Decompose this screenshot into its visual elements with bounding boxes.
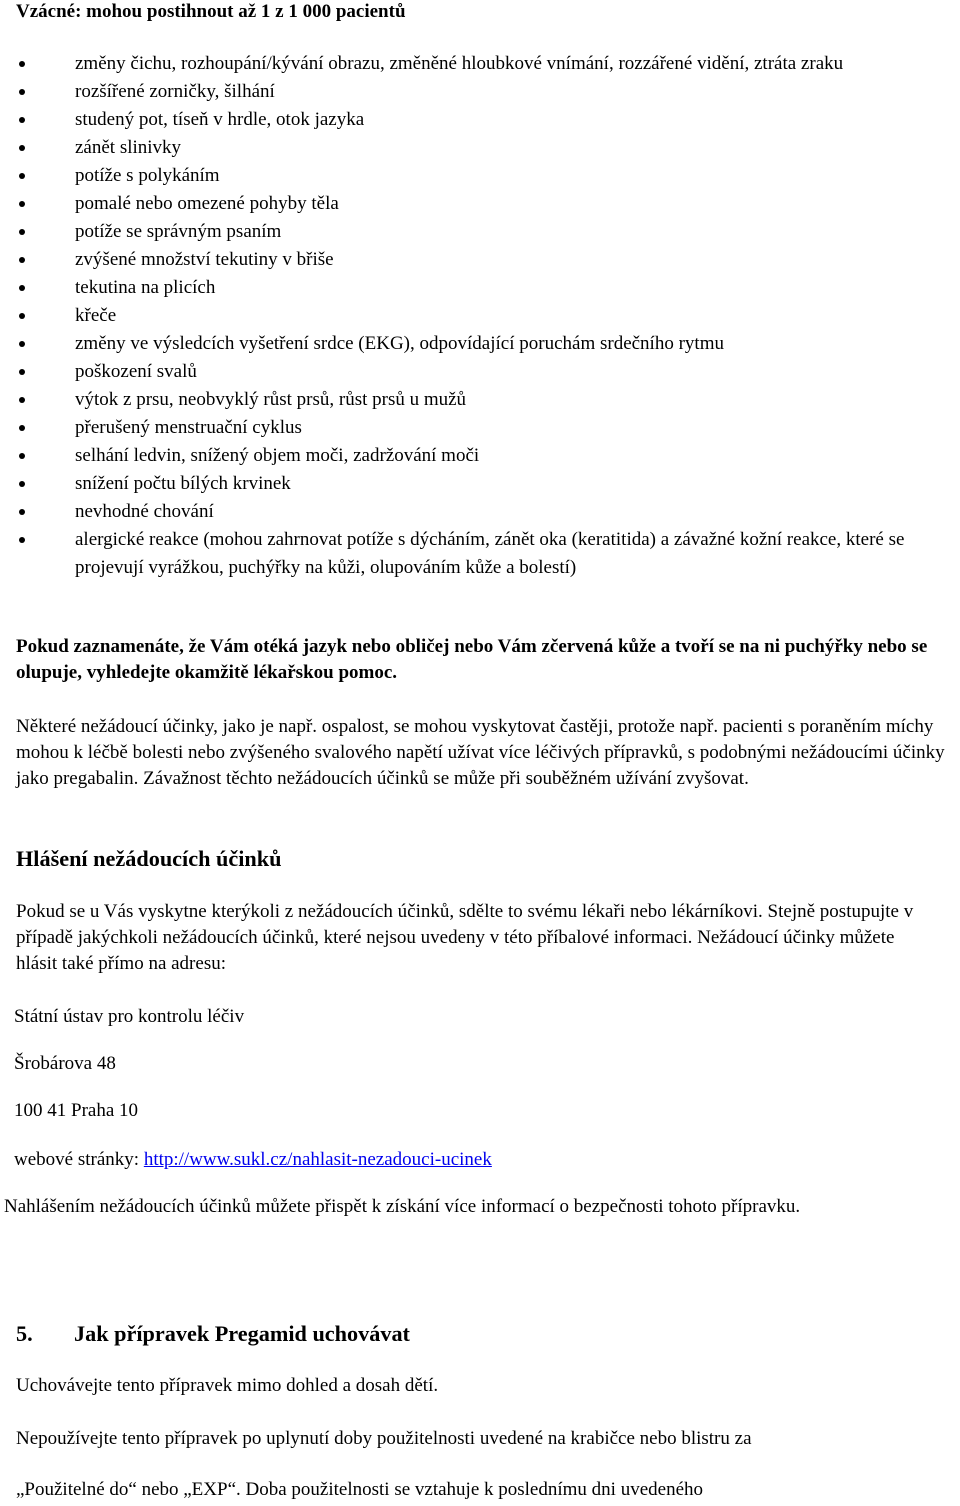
bullet-icon: [19, 117, 25, 123]
list-item: [0, 162, 948, 190]
list-item-text: křeče: [75, 305, 117, 326]
list-item-text: selhání ledvin, snížený objem moči, zadržování moči: [75, 445, 480, 466]
reporting-city: 100 41 Praha 10: [14, 1100, 139, 1121]
bullet-icon: [19, 61, 25, 67]
bullet-icon: [19, 229, 25, 235]
bullet-icon: [19, 89, 25, 95]
storage-section-title: Jak přípravek Pregamid uchovávat: [74, 1321, 410, 1346]
bullet-icon: [19, 537, 25, 543]
list-item: [0, 246, 948, 274]
list-item-text: poškození svalů: [75, 361, 197, 382]
list-item-text: výtok z prsu, neobvyklý růst prsů, růst prsů u mužů: [75, 389, 467, 410]
list-item-text: rozšířené zorničky, šilhání: [75, 81, 275, 102]
bullet-icon: [19, 285, 25, 291]
list-item: [0, 106, 948, 134]
reporting-street: Šrobárova 48: [14, 1053, 116, 1074]
list-item-text: pomalé nebo omezené pohyby těla: [75, 193, 339, 214]
list-item: [0, 470, 948, 498]
website-label: webové stránky:: [14, 1149, 144, 1170]
storage-paragraph-1: Uchovávejte tento přípravek mimo dohled a dosah dětí.: [16, 1375, 439, 1396]
reporting-institution: Státní ústav pro kontrolu léčiv: [14, 1006, 245, 1027]
storage-paragraph-3: „Použitelné do“ nebo „EXP“. Doba použitelnosti se vztahuje k poslednímu dni uvedeného: [16, 1479, 703, 1500]
bullet-icon: [19, 173, 25, 179]
bullet-icon: [19, 369, 25, 375]
section-number: 5.: [16, 1321, 33, 1346]
list-item-text: potíže se správným psaním: [75, 221, 282, 242]
list-item-text: zánět slinivky: [75, 137, 182, 158]
list-item: [0, 414, 948, 442]
list-item: [0, 190, 948, 218]
storage-section-heading: [16, 1321, 410, 1347]
list-item: [0, 218, 948, 246]
reporting-website-link[interactable]: http://www.sukl.cz/nahlasit-nezadouci-ucinek: [143, 1149, 492, 1170]
bullet-icon: [19, 145, 25, 151]
bullet-icon: [19, 425, 25, 431]
bullet-icon: [19, 481, 25, 487]
bullet-icon: [19, 313, 25, 319]
list-item: [0, 134, 948, 162]
bullet-icon: [19, 397, 25, 403]
bullet-icon: [19, 453, 25, 459]
list-item-text: zvýšené množství tekutiny v břiše: [75, 249, 334, 270]
list-item: [0, 498, 948, 526]
list-item: [0, 526, 948, 582]
list-item-text: tekutina na plicích: [75, 277, 216, 298]
reporting-heading: Hlášení nežádoucích účinků: [16, 846, 282, 871]
list-item-text: přerušený menstruační cyklus: [75, 417, 302, 438]
rare-side-effects-list: [0, 50, 948, 582]
side-effects-note-paragraph: Některé nežádoucí účinky, jako je např. ospalost, se mohou vyskytovat častěji, protože např. pacienti s poraněním míchy mohou k léčbě bolesti nebo zvýšeného svalového napětí užívat více léčivých přípravků, s podobnými nežádoucími účinky jako pregabalin. Závažnost těchto nežádoucích účinků se může při souběžném užívání zvyšovat.: [16, 716, 945, 789]
list-item: [0, 78, 948, 106]
list-item: [0, 386, 948, 414]
bullet-icon: [19, 341, 25, 347]
list-item: [0, 50, 948, 78]
bullet-icon: [19, 257, 25, 263]
list-item-text: nevhodné chování: [75, 501, 214, 522]
list-item: [0, 302, 948, 330]
list-item-text: změny ve výsledcích vyšetření srdce (EKG), odpovídající poruchám srdečního rytmu: [75, 333, 724, 354]
list-item-text: alergické reakce (mohou zahrnovat potíže s dýcháním, zánět oka (keratitida) a závažné kožní reakce, které se projevují vyrážkou, puchýřky na kůži, olupováním kůže a bolestí): [75, 529, 905, 578]
reporting-website-line: [14, 1147, 492, 1173]
reporting-intro-paragraph: Pokud se u Vás vyskytne kterýkoli z nežádoucích účinků, sdělte to svému lékaři nebo lékárníkovi. Stejně postupujte v případě jakýchkoli nežádoucích účinků, které nejsou uvedeny v této příbalové informaci. Nežádoucí účinky můžete hlásit také přímo na adresu:: [16, 901, 914, 974]
reporting-closing-paragraph: Nahlášením nežádoucích účinků můžete přispět k získání více informací o bezpečnosti tohoto přípravku.: [4, 1196, 801, 1217]
bullet-icon: [19, 201, 25, 207]
list-item-text: změny čichu, rozhoupání/kývání obrazu, změněné hloubkové vnímání, rozzářené vidění, ztráta zraku: [75, 53, 844, 74]
list-item-text: studený pot, tíseň v hrdle, otok jazyka: [75, 109, 365, 130]
rare-side-effects-heading: Vzácné: mohou postihnout až 1 z 1 000 pacientů: [16, 1, 406, 22]
list-item: [0, 358, 948, 386]
list-item: [0, 442, 948, 470]
list-item: [0, 274, 948, 302]
bullet-icon: [19, 509, 25, 515]
list-item-text: snížení počtu bílých krvinek: [75, 473, 291, 494]
list-item-text: potíže s polykáním: [75, 165, 220, 186]
list-item: [0, 330, 948, 358]
urgent-warning-paragraph: Pokud zaznamenáte, že Vám otéká jazyk nebo obličej nebo Vám zčervená kůže a tvoří se na ni puchýřky nebo se olupuje, vyhledejte okamžitě lékařskou pomoc.: [16, 636, 928, 683]
storage-paragraph-2: Nepoužívejte tento přípravek po uplynutí doby použitelnosti uvedené na krabičce nebo blistru za: [16, 1428, 752, 1449]
